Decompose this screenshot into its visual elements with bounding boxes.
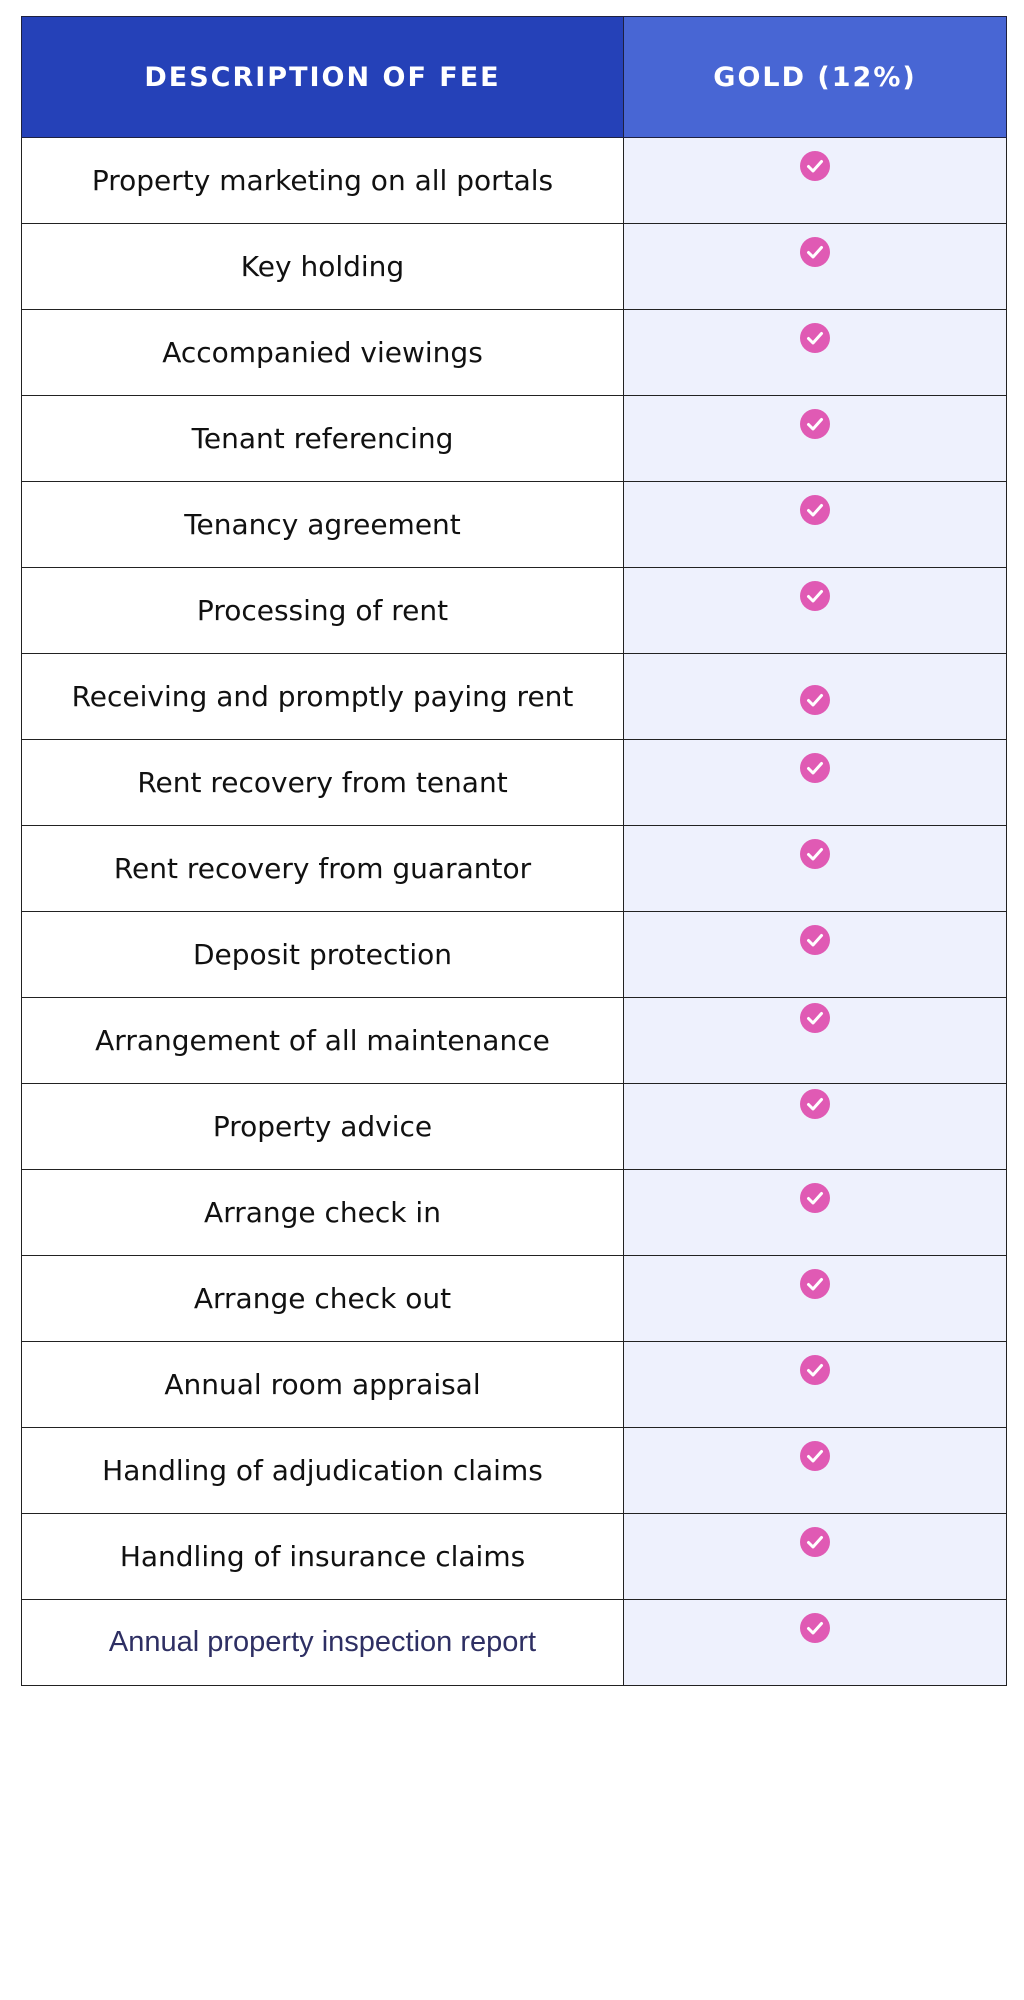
table-header-row — [22, 17, 1007, 138]
fee-description: Rent recovery from guarantor — [22, 826, 624, 912]
table-row — [22, 482, 1007, 568]
fee-description: Handling of adjudication claims — [22, 1428, 624, 1514]
gold-included-cell — [624, 912, 1007, 998]
check-circle-icon — [799, 924, 831, 956]
fee-description: Arrangement of all maintenance — [22, 998, 624, 1084]
fee-description: Arrange check in — [22, 1170, 624, 1256]
table-row — [22, 1256, 1007, 1342]
fee-description: Property marketing on all portals — [22, 138, 624, 224]
fee-description: Key holding — [22, 224, 624, 310]
fee-description: Tenancy agreement — [22, 482, 624, 568]
gold-included-cell — [624, 654, 1007, 740]
fee-description: Arrange check out — [22, 1256, 624, 1342]
fee-description: Annual room appraisal — [22, 1342, 624, 1428]
gold-included-cell — [624, 1342, 1007, 1428]
table-row — [22, 1514, 1007, 1600]
table-row — [22, 310, 1007, 396]
table-row — [22, 826, 1007, 912]
table-row — [22, 1342, 1007, 1428]
table-row — [22, 224, 1007, 310]
check-circle-icon — [799, 684, 831, 716]
header-gold-plan: GOLD (12%) — [624, 17, 1007, 138]
check-circle-icon — [799, 322, 831, 354]
check-circle-icon — [799, 752, 831, 784]
table-row — [22, 912, 1007, 998]
gold-included-cell — [624, 740, 1007, 826]
fee-description: Receiving and promptly paying rent — [22, 654, 624, 740]
check-circle-icon — [799, 580, 831, 612]
check-circle-icon — [799, 1182, 831, 1214]
check-circle-icon — [799, 236, 831, 268]
fee-description: Property advice — [22, 1084, 624, 1170]
table-row — [22, 654, 1007, 740]
gold-included-cell — [624, 482, 1007, 568]
check-circle-icon — [799, 1268, 831, 1300]
fee-description: Handling of insurance claims — [22, 1514, 624, 1600]
gold-included-cell — [624, 138, 1007, 224]
table-row — [22, 1084, 1007, 1170]
table-row — [22, 1600, 1007, 1686]
fee-description: Tenant referencing — [22, 396, 624, 482]
gold-included-cell — [624, 1084, 1007, 1170]
table-row — [22, 568, 1007, 654]
check-circle-icon — [799, 1526, 831, 1558]
gold-included-cell — [624, 1256, 1007, 1342]
table-row — [22, 396, 1007, 482]
fee-comparison-table — [21, 16, 1007, 1686]
check-circle-icon — [799, 1002, 831, 1034]
check-circle-icon — [799, 494, 831, 526]
header-description-of-fee: DESCRIPTION OF FEE — [22, 17, 624, 138]
check-circle-icon — [799, 1354, 831, 1386]
gold-included-cell — [624, 224, 1007, 310]
table-row — [22, 1428, 1007, 1514]
check-circle-icon — [799, 408, 831, 440]
table-row — [22, 138, 1007, 224]
gold-included-cell — [624, 1514, 1007, 1600]
gold-included-cell — [624, 310, 1007, 396]
table-row — [22, 740, 1007, 826]
check-circle-icon — [799, 838, 831, 870]
gold-included-cell — [624, 1600, 1007, 1686]
gold-included-cell — [624, 568, 1007, 654]
check-circle-icon — [799, 1440, 831, 1472]
check-circle-icon — [799, 150, 831, 182]
fee-description: Accompanied viewings — [22, 310, 624, 396]
gold-included-cell — [624, 1428, 1007, 1514]
gold-included-cell — [624, 396, 1007, 482]
gold-included-cell — [624, 998, 1007, 1084]
check-circle-icon — [799, 1612, 831, 1644]
check-circle-icon — [799, 1088, 831, 1120]
fee-description: Deposit protection — [22, 912, 624, 998]
gold-included-cell — [624, 826, 1007, 912]
fee-description: Annual property inspection report — [22, 1600, 624, 1686]
fee-description: Processing of rent — [22, 568, 624, 654]
gold-included-cell — [624, 1170, 1007, 1256]
table-row — [22, 998, 1007, 1084]
table-row — [22, 1170, 1007, 1256]
fee-description: Rent recovery from tenant — [22, 740, 624, 826]
